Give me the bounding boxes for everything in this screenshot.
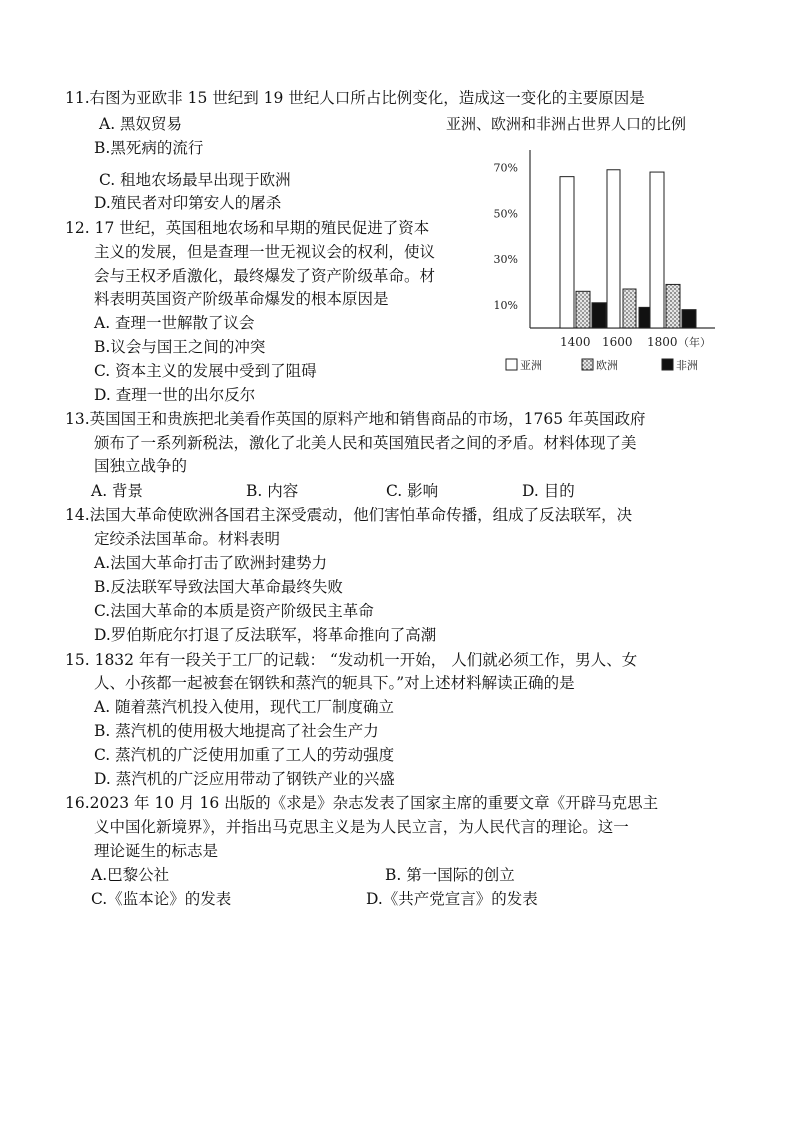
q13-option-d: D. 目的: [522, 482, 575, 500]
q11-option-a: A. 黑奴贸易: [99, 115, 183, 133]
population-bar-chart: [490, 148, 720, 380]
q15-option-a: A. 随着蒸汽机投入使用，现代工厂制度确立: [94, 698, 395, 716]
y-tick-label: 30%: [493, 253, 518, 267]
bar-1400-欧洲: [576, 291, 590, 328]
q12-option-a: A. 查理一世解散了议会: [94, 314, 255, 332]
q13-stem-line-1: 13.英国国王和贵族把北美看作英国的原料产地和销售商品的市场，1765 年英国政府: [65, 410, 646, 428]
bar-1400-亚洲: [560, 177, 574, 328]
q16-stem-line-3: 理论诞生的标志是: [94, 842, 219, 860]
q11-stem: 11.右图为亚欧非 15 世纪到 19 世纪人口所占比例变化，造成这一变化的主要原因是: [65, 89, 645, 107]
q14-option-d: D.罗伯斯庇尔打退了反法联军，将革命推向了高潮: [94, 626, 437, 644]
chart-x-ticks: [560, 335, 711, 349]
q12-option-c: C. 资本主义的发展中受到了阻碍: [94, 362, 317, 380]
q11-option-d: D.殖民者对印第安人的屠杀: [94, 194, 282, 212]
legend-label: 欧洲: [596, 359, 618, 372]
q14-option-c: C.法国大革命的本质是资产阶级民主革命: [94, 602, 374, 620]
q14-option-a: A.法国大革命打击了欧洲封建势力: [94, 554, 328, 572]
legend-swatch-亚洲: [506, 359, 517, 370]
y-tick-label: 50%: [493, 207, 518, 221]
chart-legend: [506, 358, 698, 372]
chart-title: 亚洲、欧洲和非洲占世界人口的比例: [446, 115, 687, 133]
q12-stem-line-1: 12. 17 世纪，英国租地农场和早期的殖民促进了资本: [65, 219, 430, 237]
q16-option-b: B. 第一国际的创立: [385, 866, 515, 884]
q11-option-b: B.黑死病的流行: [94, 139, 204, 157]
q14-stem-line-2: 定绞杀法国革命。材料表明: [94, 530, 281, 548]
q12-stem-line-3: 会与王权矛盾激化，最终爆发了资产阶级革命。材: [94, 267, 436, 285]
bar-1600-亚洲: [607, 170, 620, 328]
legend-swatch-欧洲: [582, 359, 593, 370]
q11-option-c: C. 租地农场最早出现于欧洲: [99, 171, 291, 189]
bar-1800-亚洲: [650, 172, 664, 328]
q16-option-a: A.巴黎公社: [91, 866, 170, 884]
x-tick-label: 1400: [560, 335, 591, 349]
q16-stem-line-1: 16.2023 年 10 月 16 出版的《求是》杂志发表了国家主席的重要文章《开辟马克思主: [65, 794, 659, 812]
x-unit-label: （年）: [678, 336, 711, 349]
q13-option-a: A. 背景: [91, 482, 144, 500]
q13-stem-line-3: 国独立战争的: [94, 457, 188, 475]
q16-option-c: C.《监本论》的发表: [91, 890, 232, 908]
q13-option-b: B. 内容: [246, 482, 299, 500]
q16-stem-line-2: 义中国化新境界》，并指出马克思主义是为人民立言，为人民代言的理论。这一: [94, 818, 629, 836]
q12-option-d: D. 查理一世的出尔反尔: [94, 386, 256, 404]
q15-option-c: C. 蒸汽机的广泛使用加重了工人的劳动强度: [94, 746, 395, 764]
q15-stem-line-2: 人、小孩都一起被套在钢铁和蒸汽的轭具下。”对上述材料解读正确的是: [94, 674, 575, 692]
bar-1800-欧洲: [666, 284, 680, 328]
q12-stem-line-4: 料表明英国资产阶级革命爆发的根本原因是: [94, 290, 389, 308]
q12-stem-line-2: 主义的发展，但是查理一世无视议会的权利，使议: [94, 243, 436, 261]
q12-option-b: B.议会与国王之间的冲突: [94, 338, 266, 356]
x-tick-label: 1800: [647, 335, 678, 349]
q15-stem-line-1: 15. 1832 年有一段关于工厂的记载： “发动机一开始， 人们就必须工作，男人、女: [65, 651, 638, 669]
chart-bars: [560, 170, 696, 328]
legend-swatch-非洲: [662, 359, 673, 370]
q15-option-b: B. 蒸汽机的使用极大地提高了社会生产力: [94, 722, 379, 740]
y-tick-label: 70%: [493, 161, 518, 175]
q13-stem-line-2: 颁布了一系列新税法，激化了北美人民和英国殖民者之间的矛盾。材料体现了美: [94, 434, 637, 452]
bar-1600-欧洲: [623, 289, 636, 328]
bar-1400-非洲: [592, 303, 606, 328]
bar-1800-非洲: [682, 310, 696, 328]
x-tick-label: 1600: [602, 335, 633, 349]
y-tick-label: 10%: [493, 299, 518, 313]
q15-option-d: D. 蒸汽机的广泛应用带动了钢铁产业的兴盛: [94, 770, 395, 788]
q14-option-b: B.反法联军导致法国大革命最终失败: [94, 578, 343, 596]
q13-option-c: C. 影响: [386, 482, 439, 500]
legend-label: 非洲: [676, 359, 698, 372]
q14-stem-line-1: 14.法国大革命使欧洲各国君主深受震动，他们害怕革命传播，组成了反法联军，决: [65, 506, 633, 524]
q16-option-d: D.《共产党宣言》的发表: [366, 890, 538, 908]
chart-y-ticks: [494, 161, 518, 312]
legend-label: 亚洲: [520, 359, 542, 372]
